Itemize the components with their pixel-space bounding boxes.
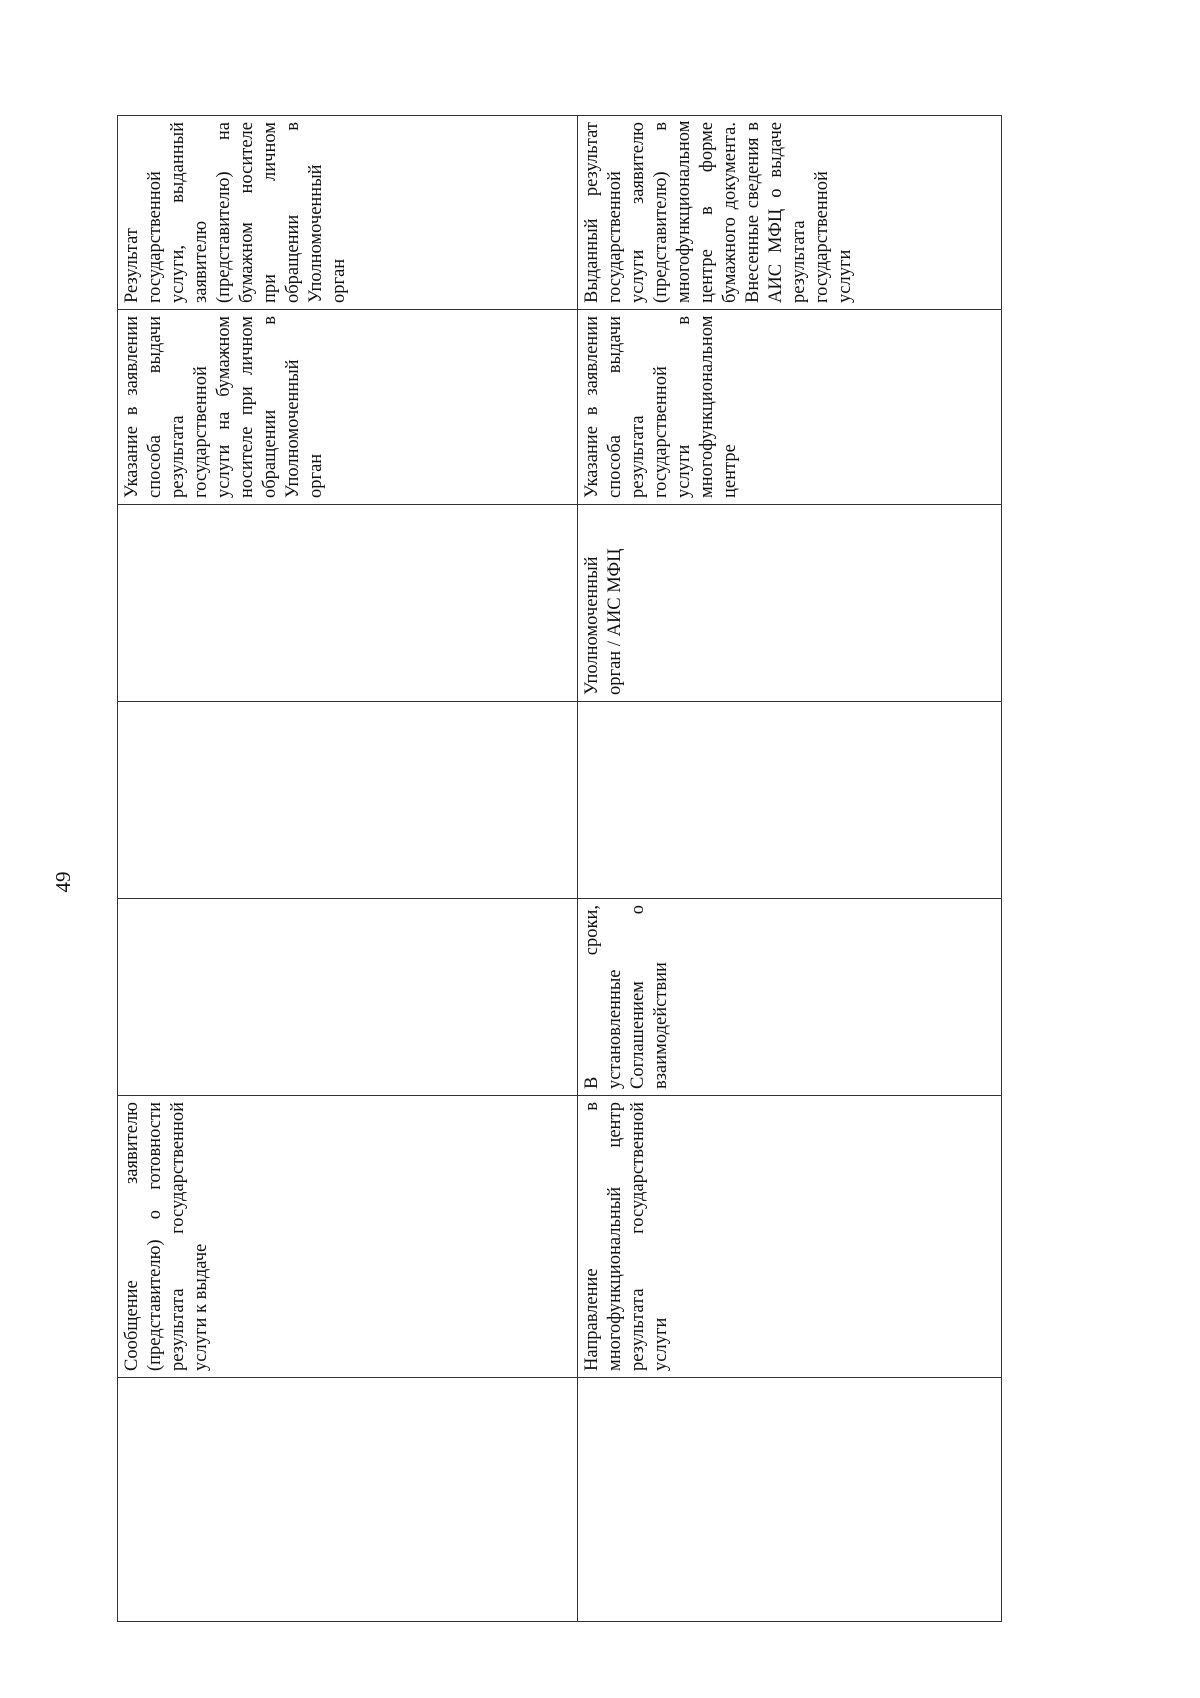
table-cell [118, 702, 578, 899]
table-cell [118, 899, 578, 1096]
table-cell [578, 702, 1002, 899]
table-cell [118, 1378, 578, 1622]
table-row [118, 116, 578, 1622]
procedure-table [117, 115, 1002, 1622]
table-cell: Результат государственной услуги, выданный заявителю (представителю) на бумажном носителе при личном обращении в Уполномоченный орган [118, 116, 578, 310]
rotated-table-wrapper [117, 116, 1001, 1622]
page-number: 49 [51, 871, 75, 893]
table-row [578, 116, 1002, 1622]
table-cell: Указание в заявлении способа выдачи результата государственной услуги на бумажном носителе при личном обращении в Уполномоченный орган [118, 310, 578, 505]
table-cell: В сроки, установленные Соглашением о взаимодействии [578, 899, 1002, 1096]
table-cell [118, 505, 578, 702]
table-cell: Сообщение заявителю (представителю) о готовности результата государственной услуги к выдаче [118, 1096, 578, 1378]
table-cell [578, 1378, 1002, 1622]
table-cell: Выданный результат государственной услуги заявителю (представителю) в многофункциональном центре в форме бумажного документа. Внесенные сведения в АИС МФЦ о выдаче результата государственной услуги [578, 116, 1002, 310]
table-cell: Указание в заявлении способа выдачи результата государственной услуги в многофункциональном центре [578, 310, 1002, 505]
table-cell: Направление в многофункциональный центр результата государственной услуги [578, 1096, 1002, 1378]
table-cell: Уполномоченный орган / АИС МФЦ [578, 505, 1002, 702]
